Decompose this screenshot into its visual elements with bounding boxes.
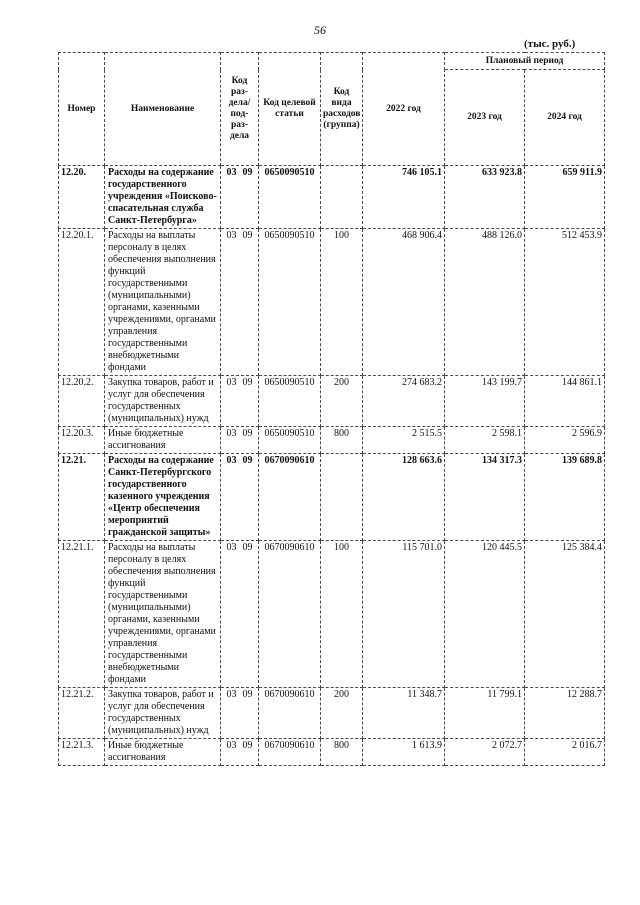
row-section: 03 — [226, 455, 237, 466]
row-subsection: 09 — [242, 689, 253, 700]
row-subsection: 09 — [242, 428, 253, 439]
row-name: Иные бюджетные ассигнования — [105, 427, 221, 454]
row-name: Закупка товаров, работ и услуг для обеспечения государственных (муниципальных) нужд — [105, 376, 221, 427]
row-subsection: 09 — [242, 377, 253, 388]
row-number: 12.20.3. — [59, 427, 105, 454]
header-section: Код раз-дела/под-раз-дела — [221, 53, 259, 166]
row-expense-type: 800 — [321, 739, 363, 766]
row-value-2024: 659 911.9 — [525, 166, 605, 229]
row-value-2023: 143 199.7 — [445, 376, 525, 427]
row-value-2024: 139 689.8 — [525, 454, 605, 541]
row-section-code — [221, 541, 259, 688]
row-target-code: 0650090510 — [259, 376, 321, 427]
table-row — [59, 229, 605, 376]
row-target-code: 0650090510 — [259, 427, 321, 454]
row-expense-type — [321, 454, 363, 541]
row-subsection: 09 — [242, 740, 253, 751]
row-name: Расходы на содержание государственного учреждения «Поисково-спасательная служба Санкт-Петербурга» — [105, 166, 221, 229]
row-subsection: 09 — [242, 455, 253, 466]
row-section-code — [221, 229, 259, 376]
header-name: Наименование — [105, 53, 221, 166]
row-target-code: 0650090510 — [259, 229, 321, 376]
row-section: 03 — [226, 167, 237, 178]
row-expense-type: 200 — [321, 688, 363, 739]
table-row — [59, 454, 605, 541]
row-value-2022: 468 906.4 — [363, 229, 445, 376]
page-number: 56 — [314, 23, 326, 37]
row-value-2023: 2 072.7 — [445, 739, 525, 766]
header-2022: 2022 год — [363, 53, 445, 166]
row-section: 03 — [226, 377, 237, 388]
row-value-2022: 2 515.5 — [363, 427, 445, 454]
row-expense-type: 100 — [321, 541, 363, 688]
row-expense-type: 200 — [321, 376, 363, 427]
row-number: 12.20.1. — [59, 229, 105, 376]
row-section: 03 — [226, 428, 237, 439]
row-name: Иные бюджетные ассигнования — [105, 739, 221, 766]
row-number: 12.21.1. — [59, 541, 105, 688]
table-row — [59, 166, 605, 229]
row-number: 12.20. — [59, 166, 105, 229]
row-value-2023: 633 923.8 — [445, 166, 525, 229]
row-section: 03 — [226, 740, 237, 751]
row-subsection: 09 — [242, 167, 253, 178]
row-target-code: 0670090610 — [259, 541, 321, 688]
row-number: 12.21.3. — [59, 739, 105, 766]
row-section-code — [221, 427, 259, 454]
row-value-2023: 134 317.3 — [445, 454, 525, 541]
row-section-code — [221, 688, 259, 739]
row-expense-type — [321, 166, 363, 229]
row-value-2024: 12 288.7 — [525, 688, 605, 739]
row-value-2022: 274 683.2 — [363, 376, 445, 427]
row-section: 03 — [226, 230, 237, 241]
row-section: 03 — [226, 689, 237, 700]
row-value-2024: 144 861.1 — [525, 376, 605, 427]
row-section: 03 — [226, 542, 237, 553]
table-row — [59, 739, 605, 766]
row-target-code: 0670090610 — [259, 454, 321, 541]
row-value-2024: 125 384.4 — [525, 541, 605, 688]
row-value-2022: 11 348.7 — [363, 688, 445, 739]
row-subsection: 09 — [242, 230, 253, 241]
row-value-2022: 128 663.6 — [363, 454, 445, 541]
row-value-2022: 746 105.1 — [363, 166, 445, 229]
row-name: Расходы на выплаты персоналу в целях обеспечения выполнения функций государственными (муниципальными) органами, казенными учреждениями, органами управления государственными внебюджетными фондами — [105, 229, 221, 376]
table-row — [59, 688, 605, 739]
row-target-code: 0670090610 — [259, 739, 321, 766]
row-section-code — [221, 166, 259, 229]
header-2024: 2024 год — [525, 70, 605, 166]
row-number: 12.20.2. — [59, 376, 105, 427]
budget-table — [58, 52, 605, 766]
row-value-2022: 115 701.0 — [363, 541, 445, 688]
row-value-2024: 2 596.9 — [525, 427, 605, 454]
row-target-code: 0650090510 — [259, 166, 321, 229]
header-number: Номер — [59, 53, 105, 166]
row-section-code — [221, 739, 259, 766]
row-value-2024: 512 453.9 — [525, 229, 605, 376]
row-expense-type: 800 — [321, 427, 363, 454]
row-subsection: 09 — [242, 542, 253, 553]
row-value-2023: 11 799.1 — [445, 688, 525, 739]
row-expense-type: 100 — [321, 229, 363, 376]
table-row — [59, 427, 605, 454]
row-value-2023: 488 126.0 — [445, 229, 525, 376]
row-section-code — [221, 376, 259, 427]
row-name: Расходы на содержание Санкт-Петербургского государственного казенного учреждения «Центр обеспечения мероприятий гражданской защиты» — [105, 454, 221, 541]
header-target: Код целевой статьи — [259, 53, 321, 166]
units-label: (тыс. руб.) — [524, 38, 576, 50]
row-section-code — [221, 454, 259, 541]
row-target-code: 0670090610 — [259, 688, 321, 739]
header-plan-period: Плановый период — [445, 53, 605, 70]
row-value-2024: 2 016.7 — [525, 739, 605, 766]
row-name: Расходы на выплаты персоналу в целях обеспечения выполнения функций государственными (муниципальными) органами, казенными учреждениями, органами управления государственными внебюджетными фондами — [105, 541, 221, 688]
table-row — [59, 541, 605, 688]
header-expense-type: Код вида расходов (группа) — [321, 53, 363, 166]
row-value-2022: 1 613.9 — [363, 739, 445, 766]
table-row — [59, 376, 605, 427]
header-2023: 2023 год — [445, 70, 525, 166]
row-value-2023: 120 445.5 — [445, 541, 525, 688]
row-name: Закупка товаров, работ и услуг для обеспечения государственных (муниципальных) нужд — [105, 688, 221, 739]
row-number: 12.21.2. — [59, 688, 105, 739]
row-number: 12.21. — [59, 454, 105, 541]
row-value-2023: 2 598.1 — [445, 427, 525, 454]
